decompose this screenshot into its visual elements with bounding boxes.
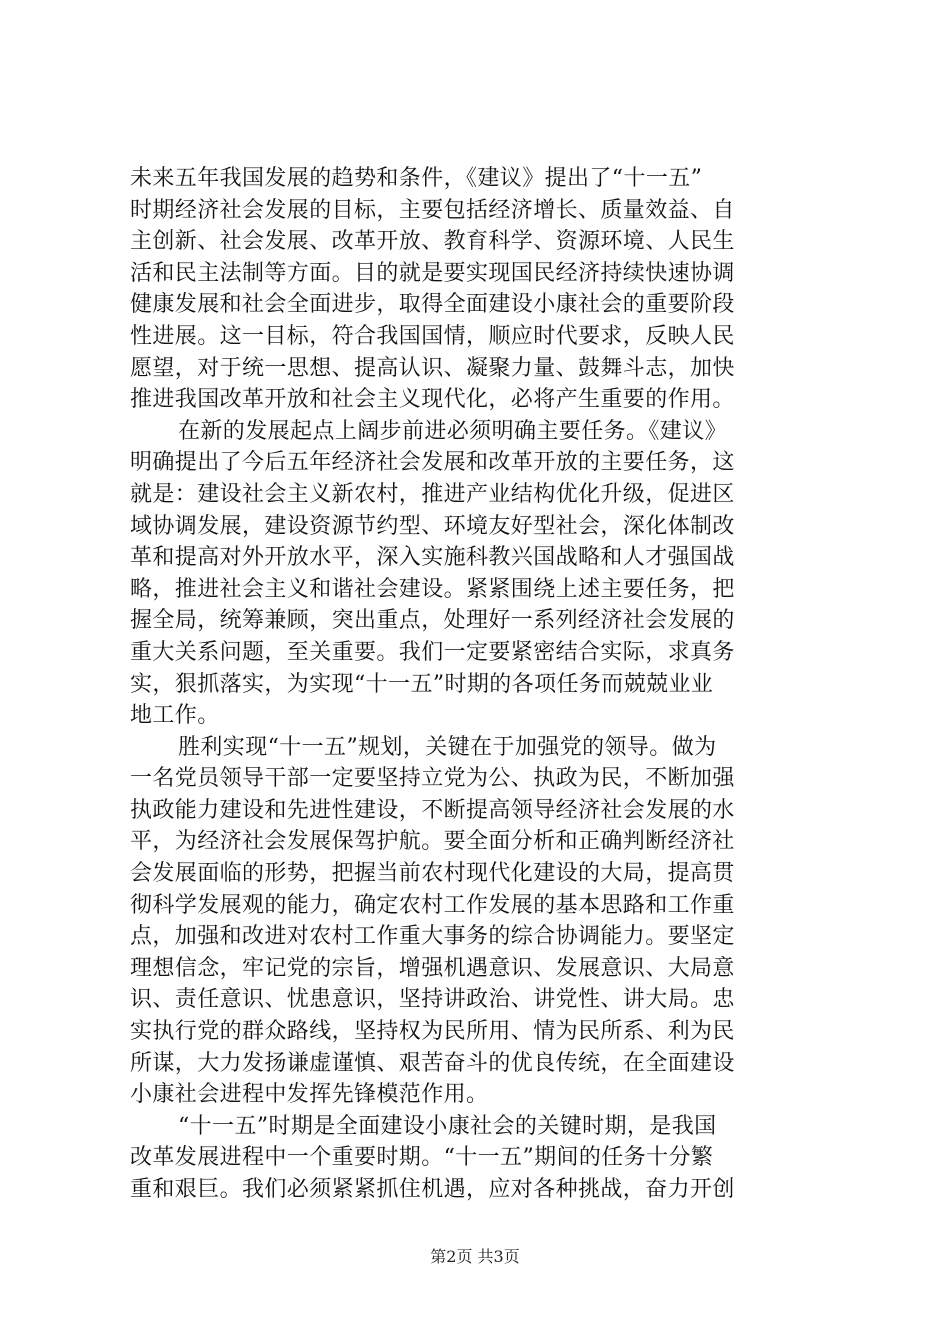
text-line: 地工作。	[130, 703, 220, 729]
text-line: 理想信念，牢记党的宗旨，增强机遇意识、发展意识、大局意	[130, 955, 735, 981]
text-line: 改革发展进程中一个重要时期。“十一五”期间的任务十分繁	[130, 1145, 714, 1171]
paragraph-start-line: 胜利实现“十一五”规划，关键在于加强党的领导。做为	[178, 734, 717, 760]
document-body	[130, 163, 824, 1206]
text-line: 主创新、社会发展、改革开放、教育科学、资源环境、人民生	[130, 229, 735, 255]
text-line: 域协调发展，建设资源节约型、环境友好型社会，深化体制改	[130, 513, 735, 539]
text-line: 重和艰巨。我们必须紧紧抓住机遇，应对各种挑战，奋力开创	[130, 1177, 735, 1202]
text-line: 性进展。这一目标，符合我国国情，顺应时代要求，反映人民	[130, 323, 735, 349]
text-line: 时期经济社会发展的目标，主要包括经济增长、质量效益、自	[130, 197, 735, 223]
text-line: 愿望，对于统一思想、提高认识、凝聚力量、鼓舞斗志，加快	[130, 355, 735, 381]
text-line: 健康发展和社会全面进步，取得全面建设小康社会的重要阶段	[130, 292, 735, 318]
paragraph-start-line: “十一五”时期是全面建设小康社会的关键时期，是我国	[178, 1113, 717, 1139]
paragraph-start-line: 在新的发展起点上阔步前进必须明确主要任务。《建议》	[178, 418, 728, 444]
text-line: 点，加强和改进对农村工作重大事务的综合协调能力。要坚定	[130, 924, 735, 950]
text-line: 革和提高对外开放水平，深入实施科教兴国战略和人才强国战	[130, 545, 735, 571]
text-line: 会发展面临的形势，把握当前农村现代化建设的大局，提高贯	[130, 861, 735, 887]
text-line: 明确提出了今后五年经济社会发展和改革开放的主要任务，这	[130, 450, 735, 476]
text-line: 就是：建设社会主义新农村，推进产业结构优化升级，促进区	[130, 481, 735, 507]
text-line: 识、责任意识、忧患意识，坚持讲政治、讲党性、讲大局。忠	[130, 987, 735, 1013]
text-line: 执政能力建设和先进性建设，不断提高领导经济社会发展的水	[130, 797, 735, 823]
page-number-label: 第2页 共3页	[430, 1247, 520, 1266]
text-line: 推进我国改革开放和社会主义现代化，必将产生重要的作用。	[130, 387, 735, 413]
text-line: 未来五年我国发展的趋势和条件，《建议》提出了“十一五”	[130, 166, 703, 191]
text-line: 平，为经济社会发展保驾护航。要全面分析和正确判断经济社	[130, 829, 735, 855]
page-footer	[0, 1244, 950, 1267]
text-line: 实，狠抓落实，为实现“十一五”时期的各项任务而兢兢业业	[130, 671, 714, 697]
text-line: 重大关系问题，至关重要。我们一定要紧密结合实际，求真务	[130, 639, 735, 665]
text-line: 彻科学发展观的能力，确定农村工作发展的基本思路和工作重	[130, 892, 735, 918]
text-line: 实执行党的群众路线，坚持权为民所用、情为民所系、利为民	[130, 1019, 735, 1045]
text-line: 握全局，统筹兼顾，突出重点，处理好一系列经济社会发展的	[130, 608, 735, 634]
text-line: 一名党员领导干部一定要坚持立党为公、执政为民，不断加强	[130, 766, 735, 792]
text-line: 略，推进社会主义和谐社会建设。紧紧围绕上述主要任务，把	[130, 576, 735, 602]
text-line: 所谋，大力发扬谦虚谨慎、艰苦奋斗的优良传统，在全面建设	[130, 1050, 735, 1076]
text-line: 活和民主法制等方面。目的就是要实现国民经济持续快速协调	[130, 260, 735, 286]
text-line: 小康社会进程中发挥先锋模范作用。	[130, 1082, 489, 1108]
